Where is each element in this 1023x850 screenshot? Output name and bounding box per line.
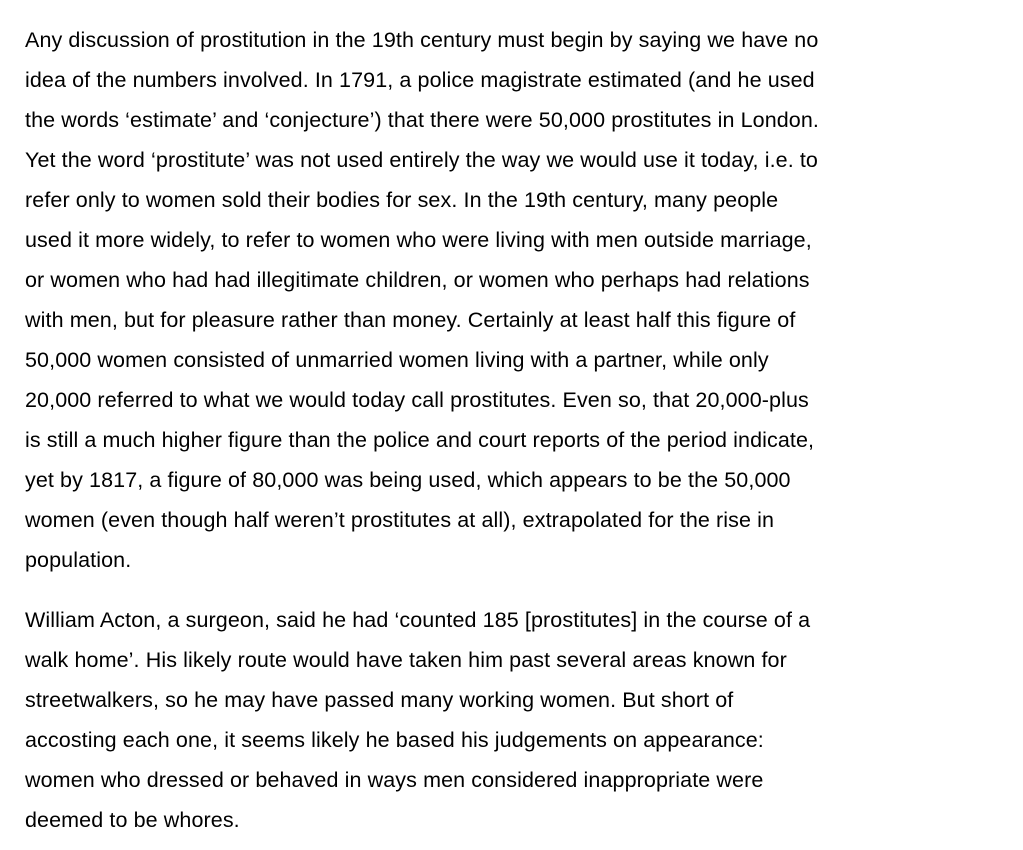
paragraph-prostitution-numbers [25, 20, 1003, 580]
text-line: William Acton, a surgeon, said he had ‘counted 185 [prostitutes] in the course of a [25, 608, 811, 632]
text-line: or women who had had illegitimate children, or women who perhaps had relations [25, 268, 810, 292]
text-line: yet by 1817, a figure of 80,000 was being used, which appears to be the 50,000 [25, 468, 791, 492]
text-line: population. [25, 548, 132, 572]
text-line: 20,000 referred to what we would today call prostitutes. Even so, that 20,000-plus [25, 388, 809, 412]
text-line: with men, but for pleasure rather than money. Certainly at least half this figure of [25, 308, 796, 332]
text-line: the words ‘estimate’ and ‘conjecture’) that there were 50,000 prostitutes in London. [25, 108, 819, 132]
text-line: women (even though half weren’t prostitutes at all), extrapolated for the rise in [25, 508, 775, 532]
text-line: streetwalkers, so he may have passed many working women. But short of [25, 688, 734, 712]
text-line: is still a much higher figure than the police and court reports of the period indicate, [25, 428, 815, 452]
text-line: women who dressed or behaved in ways men considered inappropriate were [25, 768, 764, 792]
text-line: idea of the numbers involved. In 1791, a police magistrate estimated (and he used [25, 68, 815, 92]
text-line: refer only to women sold their bodies for sex. In the 19th century, many people [25, 188, 779, 212]
text-line: used it more widely, to refer to women who were living with men outside marriage, [25, 228, 812, 252]
text-line: Any discussion of prostitution in the 19th century must begin by saying we have no [25, 28, 819, 52]
text-line: deemed to be whores. [25, 808, 240, 832]
text-line: accosting each one, it seems likely he based his judgements on appearance: [25, 728, 764, 752]
text-line: 50,000 women consisted of unmarried women living with a partner, while only [25, 348, 769, 372]
text-line: walk home’. His likely route would have taken him past several areas known for [25, 648, 787, 672]
paragraph-william-acton [25, 600, 1003, 840]
text-line: Yet the word ‘prostitute’ was not used entirely the way we would use it today, i.e. to [25, 148, 818, 172]
